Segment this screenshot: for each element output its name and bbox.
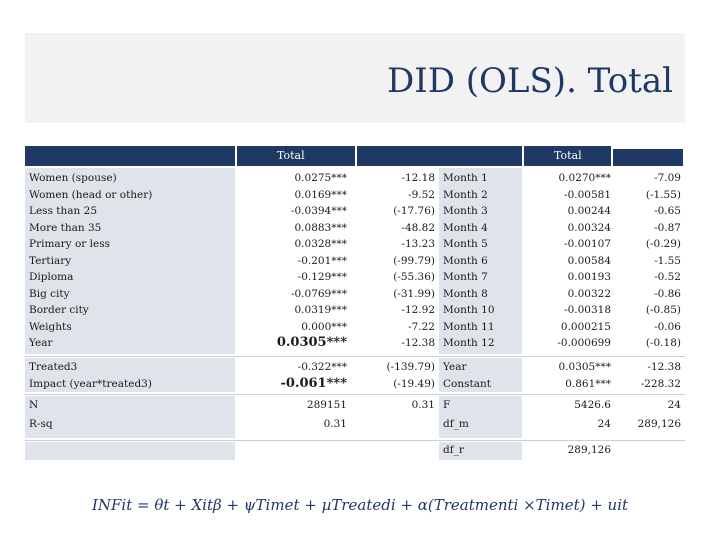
row-tstat: -12.38 — [401, 337, 435, 349]
table-row — [25, 442, 685, 459]
row-label: Year — [29, 337, 53, 349]
row-label2: Month 7 — [443, 271, 488, 283]
row-tstat2: -0.86 — [654, 287, 681, 300]
row-label: Primary or less — [29, 238, 110, 250]
header-total-right — [524, 146, 611, 166]
row-tstat: 0.31 — [411, 399, 435, 411]
row-tstat2: -12.38 — [647, 361, 681, 373]
row-label2: Constant — [443, 378, 491, 390]
row-label2: df_r — [443, 444, 464, 456]
row-coef: -0.322*** — [297, 361, 347, 373]
row-tstat: (-31.99) — [393, 287, 435, 300]
row-tstat: -12.18 — [401, 172, 435, 184]
row-coef: 0.0305*** — [276, 335, 347, 350]
row-tstat: -9.52 — [408, 188, 435, 201]
row-label: Border city — [29, 304, 89, 316]
row-label: Women (spouse) — [29, 172, 117, 184]
row-coef2: 0.00322 — [567, 287, 611, 300]
table-row — [25, 359, 685, 376]
row-coef2: -0.000699 — [557, 337, 611, 349]
header-blank-left — [25, 146, 235, 166]
row-label: Weights — [29, 320, 72, 333]
table-row — [25, 187, 685, 204]
row-label2: Month 4 — [443, 221, 488, 234]
row-tstat2: (-0.29) — [645, 238, 681, 250]
row-label2: Month 2 — [443, 188, 488, 201]
row-tstat: (-17.76) — [393, 205, 435, 217]
row-tstat2: (-1.55) — [645, 188, 681, 201]
row-label: N — [29, 399, 39, 411]
header-blank-mid — [357, 146, 522, 166]
row-label2: df_m — [443, 418, 469, 430]
row-coef: 289151 — [306, 399, 347, 411]
row-tstat: -12.92 — [401, 304, 435, 316]
row-coef: 0.0328*** — [294, 238, 347, 250]
row-tstat2: (-0.18) — [645, 337, 681, 349]
row-label2: Month 11 — [443, 320, 495, 333]
row-tstat: (-55.36) — [393, 271, 435, 283]
table-row — [25, 170, 685, 187]
table-row — [25, 236, 685, 253]
header-total-right-label: Total — [554, 149, 582, 162]
row-tstat2: -1.55 — [654, 254, 681, 267]
row-tstat: -7.22 — [408, 320, 435, 333]
row-coef2: 0.000215 — [560, 320, 611, 333]
divider — [25, 394, 685, 395]
row-label: Diploma — [29, 271, 74, 283]
table-row — [25, 269, 685, 286]
row-coef2: 5426.6 — [574, 399, 611, 411]
row-coef: -0.0769*** — [290, 287, 347, 300]
row-label2: Month 3 — [443, 205, 488, 217]
row-coef: 0.0275*** — [294, 172, 347, 184]
table-row — [25, 319, 685, 336]
row-label2: Month 10 — [443, 304, 495, 316]
row-label2: Month 1 — [443, 172, 488, 184]
header-total-left — [237, 146, 355, 166]
row-coef: 0.000*** — [301, 320, 347, 333]
table-row — [25, 376, 685, 393]
row-coef2: 0.0305*** — [558, 361, 611, 373]
row-coef2: -0.00107 — [564, 238, 611, 250]
row-label: Big city — [29, 287, 70, 300]
row-coef: 0.0169*** — [294, 188, 347, 201]
row-label: More than 35 — [29, 221, 102, 234]
row-coef2: 0.861*** — [565, 378, 611, 390]
row-tstat2: -0.87 — [654, 221, 681, 234]
row-coef: 0.0883*** — [294, 221, 347, 234]
row-coef2: -0.00318 — [564, 304, 611, 316]
row-label: Less than 25 — [29, 205, 98, 217]
row-coef: 0.31 — [323, 418, 347, 430]
header-blank-right — [613, 149, 683, 166]
row-coef: -0.201*** — [297, 254, 347, 267]
row-coef2: 0.00193 — [567, 271, 611, 283]
row-coef: -0.061*** — [280, 376, 347, 391]
table-row — [25, 203, 685, 220]
row-label: Tertiary — [29, 254, 72, 267]
table-row — [25, 416, 685, 433]
row-label2: Month 8 — [443, 287, 488, 300]
header-total-left-label: Total — [277, 149, 305, 162]
page-title: DID (OLS). Total — [387, 61, 673, 101]
row-value2: 289,126 — [567, 444, 611, 456]
row-label: Women (head or other) — [29, 188, 153, 201]
row-tstat2: -7.09 — [654, 172, 681, 184]
row-coef2: 0.00324 — [567, 221, 611, 234]
table-row — [25, 335, 685, 352]
row-tstat2: 24 — [667, 399, 681, 411]
row-coef2: -0.00581 — [564, 188, 611, 201]
row-tstat: -48.82 — [401, 221, 435, 234]
row-label2: Year — [443, 361, 467, 373]
title-band — [25, 33, 685, 123]
row-tstat2: (-0.85) — [645, 304, 681, 316]
row-tstat2: -228.32 — [640, 378, 681, 390]
row-coef: -0.0394*** — [290, 205, 347, 217]
divider — [25, 440, 685, 441]
row-label2: Month 12 — [443, 337, 495, 349]
row-tstat: (-19.49) — [393, 378, 435, 390]
row-label: Treated3 — [29, 361, 78, 373]
table-row — [25, 253, 685, 270]
row-coef: 0.0319*** — [294, 304, 347, 316]
row-coef2: 0.00584 — [567, 254, 611, 267]
row-label2: Month 6 — [443, 254, 488, 267]
table-row — [25, 286, 685, 303]
row-coef2: 0.0270*** — [558, 172, 611, 184]
row-coef2: 24 — [597, 418, 611, 430]
row-tstat2: -0.06 — [654, 320, 681, 333]
row-tstat2: -0.52 — [654, 271, 681, 283]
row-label: R-sq — [29, 418, 53, 430]
equation: INFit = θt + Xitβ + ψTimet + µTreatedi + α(Treatmenti ×Timet) + uit — [91, 496, 629, 514]
divider — [25, 356, 685, 357]
row-tstat2: -0.65 — [654, 205, 681, 217]
row-coef2: 0.00244 — [567, 205, 611, 217]
row-tstat: -13.23 — [401, 238, 435, 250]
row-label2: F — [443, 399, 451, 411]
row-tstat: (-139.79) — [386, 361, 435, 373]
table-row — [25, 397, 685, 414]
row-label2: Month 5 — [443, 238, 488, 250]
row-label: Impact (year*treated3) — [29, 378, 152, 390]
row-coef: -0.129*** — [297, 271, 347, 283]
table-row — [25, 220, 685, 237]
row-tstat2: 289,126 — [637, 418, 681, 430]
row-tstat — [357, 416, 435, 433]
table-row — [25, 302, 685, 319]
row-tstat: (-99.79) — [393, 254, 435, 267]
